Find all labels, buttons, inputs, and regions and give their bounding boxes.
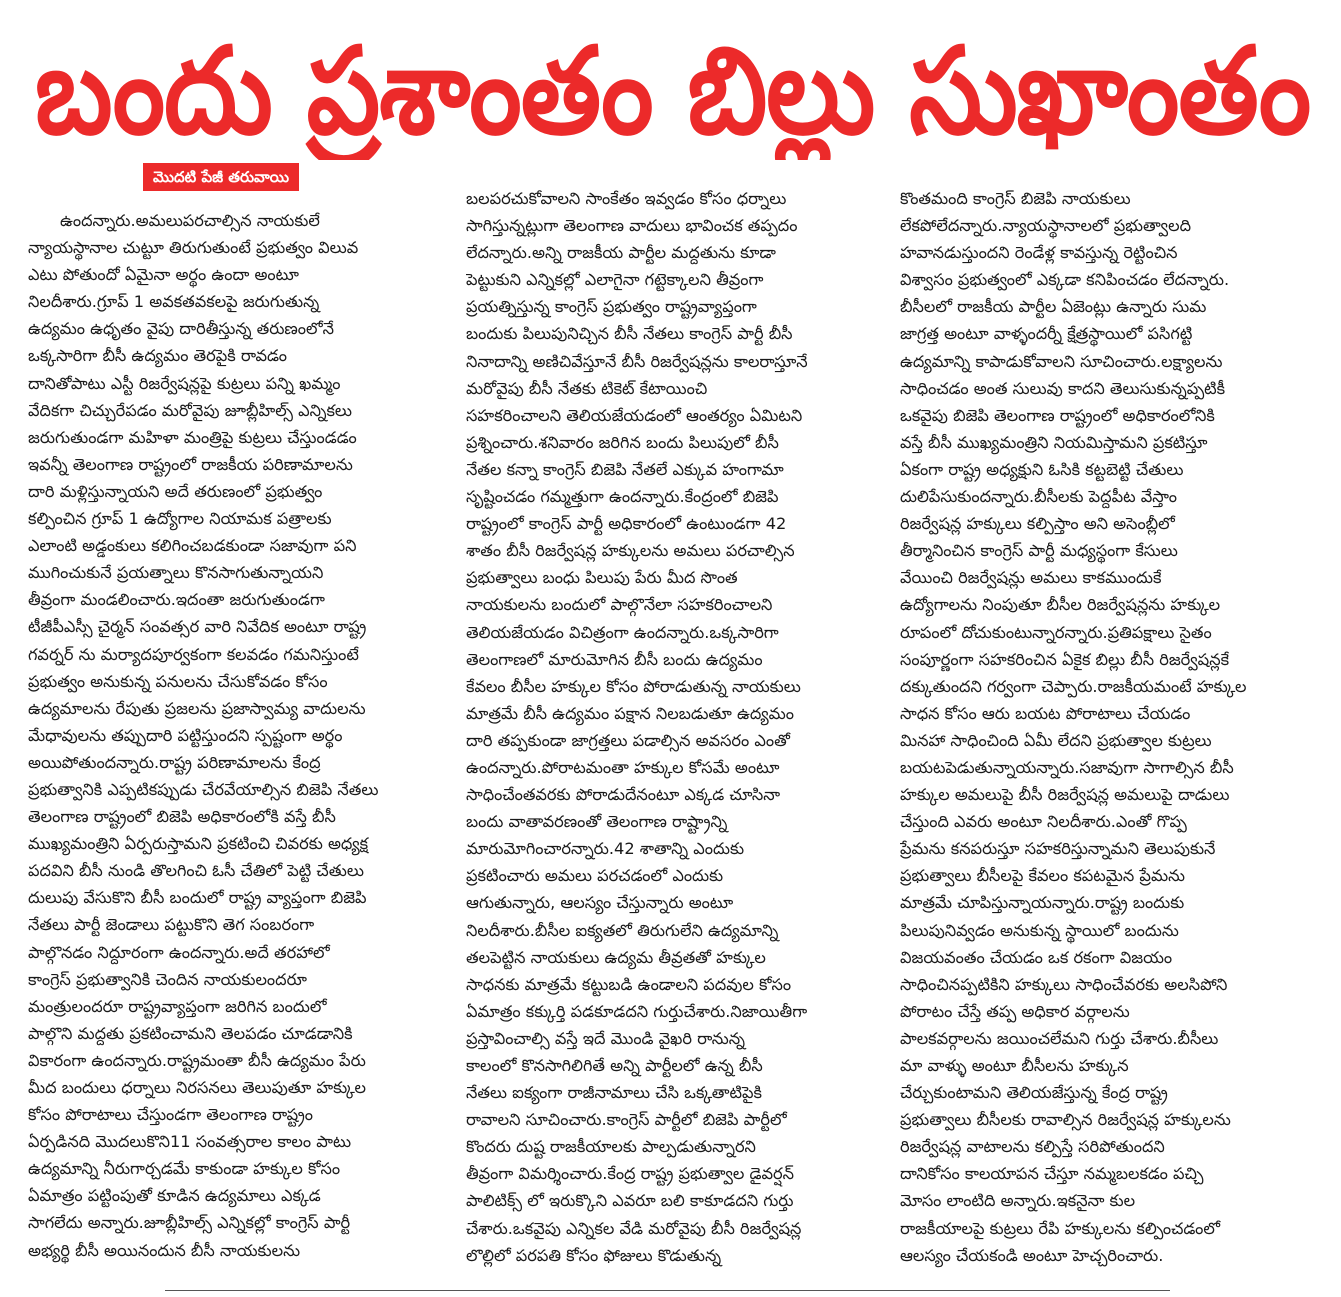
article-line: జాగ్రత్త అంటూ వాళ్ళందర్నీ క్షేత్రస్థాయిలో పసిగట్టి — [900, 324, 1193, 344]
article-line: బీసీలలో రాజకీయ పార్టీల ఏజెంట్లు ఉన్నారు సుమ — [900, 297, 1207, 317]
article-line: ఉందన్నారు.అమలుపరచాల్సిన నాయకులే — [60, 211, 320, 230]
article-line: మా వాళ్ళు అంటూ బీసీలను హక్కున — [900, 1056, 1129, 1075]
article-line: ఉద్యమం ఉధృతం వైపు దారితీస్తున్న తరుణంలోనే — [28, 319, 335, 339]
article-line: ఒక్కసారిగా బీసీ ఉద్యమం తెరపైకి రావడం — [28, 346, 287, 366]
article-line: సాధించినప్పటికిని హక్కులు సాధించేవరకు అలసిపోని — [900, 974, 1228, 994]
article-line: ఎటు పోతుందో ఏమైనా అర్థం ఉందా అంటూ — [28, 265, 299, 285]
article-line: వికారంగా ఉందన్నారు.రాష్ట్రమంతా బీసీ ఉద్యమం పేరు — [28, 1050, 366, 1070]
article-column-2 — [466, 185, 884, 1269]
article-line: జరుగుతుండగా మహిళా మంత్రిపై కుట్రలు చేస్తుండడం — [28, 427, 357, 447]
article-line: తీర్మానించిన కాంగ్రెస్ పార్టీ మధ్యస్థంగా కేసులు — [900, 541, 1178, 561]
article-line: రిజర్వేషన్ల హక్కులు కల్పిస్తాం అని అసెంబ్లీలో — [900, 514, 1175, 534]
article-line: ఏర్పడినది మొదలుకొని11 సంవత్సరాల కాలం పాటు — [28, 1132, 352, 1152]
article-line: వేదికగా చిచ్చురేపడం మరోవైపు జూబ్లీహిల్స్ ఎన్నికలు — [28, 400, 352, 420]
bottom-rule — [165, 1290, 1170, 1291]
article-line: మేధావులను తప్పుదారి పట్టిస్తుందని స్పష్టంగా అర్థం — [28, 725, 343, 745]
article-line: లొల్లిలో పరపతి కోసం ఫోజులు కొడుతున్న — [466, 1245, 722, 1265]
article-line: మాత్రమే చూపిస్తున్నాయన్నారు.రాష్ట్ర బందుకు — [900, 893, 1185, 913]
article-line: ఉద్యమాన్ని కాపాడుకోవాలని సూచించారు.లక్ష్యాలను — [900, 351, 1223, 371]
article-line: అయిపోతుందన్నారు.రాష్ట్ర పరిణామాలను కేంద్ర — [28, 752, 321, 772]
article-line: కల్పించిన గ్రూప్ 1 ఉద్యోగాల నియామక పత్రాలకు — [28, 509, 332, 529]
article-line: ఏమాత్రం కక్కుర్తి పడకూడదని గుర్తుచేశారు.నిజాయితీగా — [466, 1001, 808, 1021]
article-line: ఉద్యమాన్ని నీరుగార్చడమే కాకుండా హక్కుల కోసం — [28, 1159, 341, 1179]
article-line: ఉద్యోగాలను నింపుతూ బీసీల రిజర్వేషన్లను హక్కుల — [900, 595, 1221, 615]
article-line: మోసం లాంటిది అన్నారు.ఇకనైనా కుల — [900, 1191, 1136, 1211]
article-line: కాలంలో కొనసాగిలిగితే అన్ని పార్టీలలో ఉన్న బీసీ — [466, 1056, 763, 1075]
continuation-tag: మొదటి పేజీ తరువాయి — [143, 163, 299, 191]
article-line: నేతల కన్నా కాంగ్రెస్ బిజెపి నేతలే ఎక్కువ హంగామా — [466, 459, 784, 479]
article-line: తెలంగాణలో మారుమోగిన బీసీ బందు ఉద్యమం — [466, 649, 763, 669]
article-line: వేయించి రిజర్వేషన్లు అమలు కాకముందుకే — [900, 568, 1162, 588]
article-line: అభ్యర్థి బీసీ అయినందున బీసీ నాయకులను — [28, 1240, 301, 1260]
article-line: ప్రభుత్వాలు బంధు పిలుపు పేరు మీద సొంత — [466, 568, 738, 588]
article-line: లేకపోలేదన్నారు.న్యాయస్థానాలలో ప్రభుత్వాలది — [900, 216, 1191, 236]
article-line: సాధించేంతవరకు పోరాడుదేనంటూ ఎక్కడ చూసినా — [466, 785, 781, 805]
article-line: సృష్టించడం గమ్మత్తుగా ఉందన్నారు.కేంద్రంలో బిజెపి — [466, 487, 779, 507]
article-line: పోరాటం చేస్తే తప్ప అధికార వర్గాలను — [900, 1001, 1130, 1021]
article-line: తెలంగాణ రాష్ట్రంలో బిజెపి అధికారంలోకి వస్తే బీసీ — [28, 807, 336, 827]
article-line: ప్రభుత్వాలు బీసీలపై కేవలం కపటమైన ప్రేమను — [900, 866, 1186, 886]
article-line: సాధనకు మాత్రమే కట్టుబడి ఉండాలని పదవుల కోసం — [466, 974, 792, 994]
article-line: విశ్వాసం ప్రభుత్వంలో ఎక్కడా కనిపించడం లేదన్నారు. — [900, 270, 1230, 290]
article-line: బయటపెడుతున్నాయన్నారు.సజావుగా సాగాల్సిన బీసీ — [900, 757, 1234, 777]
article-line: దక్కుతుందని గర్వంగా చెప్పారు.రాజకీయమంటే హక్కుల — [900, 676, 1247, 696]
article-line: సాగిస్తున్నట్లుగా తెలంగాణ వాదులు భావించక తప్పదం — [466, 216, 798, 236]
article-line: మంత్రులందరూ రాష్ట్రవ్యాప్తంగా జరిగిన బందులో — [28, 996, 327, 1016]
article-line: పెట్టుకుని ఎన్నికల్లో ఎలాగైనా గట్టెక్కాలని తీవ్రంగా — [466, 270, 764, 290]
article-line: పాలిటిక్స్ లో ఇరుక్కొని ఎవరూ బలి కాకూడదని గుర్తు — [466, 1191, 794, 1211]
article-line: నిలదీశారు.బీసీల ఐక్యతలో తిరుగులేని ఉద్యమాన్ని — [466, 920, 779, 940]
article-line: పదవిని బీసీ నుండి తొలగించి ఓసీ చేతిలో పెట్టి చేతులు — [28, 861, 364, 881]
article-line: రూపంలో దోచుకుంటున్నారన్నారు.ప్రతిపక్షాలు సైతం — [900, 622, 1212, 642]
article-line: మినహా సాధించింది ఏమీ లేదని ప్రభుత్వాల కుట్రలు — [900, 730, 1212, 750]
article-line: దారి మళ్లిస్తున్నాయని అదే తరుణంలో ప్రభుత్వం — [28, 481, 323, 501]
article-line: ప్రశ్నించారు.శనివారం జరిగిన బందు పిలుపులో బీసీ — [466, 432, 779, 452]
article-line: చేర్చుకుంటామని తెలియజేస్తున్న కేంద్ర రాష్ట్ర — [900, 1083, 1168, 1103]
article-line: ప్రయత్నిస్తున్న కాంగ్రెస్ ప్రభుత్వం రాష్ట్రవ్యాప్తంగా — [466, 297, 757, 317]
article-line: సంపూర్ణంగా సహకరించిన ఏకైక బిల్లు బీసీ రిజర్వేషన్లకే — [900, 649, 1230, 669]
article-line: ప్రభుత్వాలు బీసీలకు రావాల్సిన రిజర్వేషన్ల హక్కులను — [900, 1110, 1231, 1130]
article-line: హవానడుస్తుందని రెండేళ్ల కావస్తున్న రెట్టించిన — [900, 243, 1178, 263]
article-line: తెలియజేయడం విచిత్రంగా ఉందన్నారు.ఒక్కసారిగా — [466, 622, 779, 642]
article-line: హక్కుల అమలుపై బీసీ రిజర్వేషన్ల అమలుపై దాడులు — [900, 785, 1230, 805]
article-line: నిలదీశారు.గ్రూప్ 1 అవకతవకలపై జరుగుతున్న — [28, 292, 320, 312]
article-line: ఆలస్యం చేయకండి అంటూ హెచ్చరించారు. — [900, 1245, 1164, 1265]
article-line: తీవ్రంగా మండలించారు.ఇదంతా జరుగుతుండగా — [28, 590, 325, 610]
article-line: ఏమాత్రం పట్టింపుతో కూడిన ఉద్యమాలు ఎక్కడ — [28, 1186, 321, 1206]
article-line: ఏకంగా రాష్ట్ర అధ్యక్షుని ఓసికి కట్టబెట్టి చేతులు — [900, 459, 1184, 479]
article-line: బందు వాతావరణంతో తెలంగాణ రాష్ట్రాన్ని — [466, 812, 728, 832]
article-line: దులుపు వేసుకొని బీసీ బందులో రాష్ట్ర వ్యాప్తంగా బిజెపి — [28, 888, 367, 908]
article-line: ప్రేమను కనపరుస్తూ సహకరిస్తున్నామని తెలుపుకునే — [900, 839, 1216, 859]
article-line: తలపెట్టిన నాయకులు ఉద్యమ తీవ్రతతో హక్కుల — [466, 947, 766, 967]
article-line: రాష్ట్రంలో కాంగ్రెస్ పార్టీ అధికారంలో ఉంటుండగా 42 — [466, 514, 787, 534]
article-line: సాధించడం అంత సులువు కాదని తెలుసుకున్నప్పటికీ — [900, 378, 1226, 398]
article-line: ముఖ్యమంత్రిని ఏర్పరుస్తామని ప్రకటించి చివరకు అధ్యక్ష — [28, 834, 369, 854]
article-line: ప్రభుత్వానికి ఎప్పటికప్పుడు చేరవేయాల్సిన బిజెపి నేతలు — [28, 779, 379, 799]
article-line: కాంగ్రెస్ ప్రభుత్వానికి చెందిన నాయకులందరూ — [28, 969, 307, 989]
article-line: ఉద్యమాలను రేపుతు ప్రజలను ప్రజాస్వామ్య వాదులను — [28, 698, 366, 718]
article-line: మాత్రమే బీసీ ఉద్యమం పక్షాన నిలబడుతూ ఉద్యమం — [466, 703, 794, 723]
article-line: రిజర్వేషన్ల వాటాలను కల్పిస్తే సరిపోతుందని — [900, 1137, 1165, 1157]
article-line: పాల్గొనడం నిద్దూరంగా ఉందన్నారు.అదే తరహాలో — [28, 942, 330, 962]
article-column-1 — [28, 207, 448, 1264]
article-line: సాధన కోసం ఆరు బయట పోరాటాలు చేయడం — [900, 703, 1191, 723]
article-line: దులిపేసుకుందన్నారు.బీసీలకు పెద్దపీట వేస్తాం — [900, 487, 1177, 507]
article-line: నాయకులను బందులో పాల్గొనేలా సహకరించాలని — [466, 595, 773, 615]
article-line: చేస్తుంది ఎవరు అంటూ నిలదీశారు.ఎంతో గొప్ప — [900, 812, 1187, 832]
article-line: న్యాయస్థానాల చుట్టూ తిరుగుతుంటే ప్రభుత్వం విలువ — [28, 238, 359, 258]
article-line: నేతలు ఐక్యంగా రాజీనామాలు చేసి ఒక్కతాటిపైకి — [466, 1083, 762, 1103]
article-line: మీద బందులు ధర్నాలు నిరసనలు తెలుపుతూ హక్కుల — [28, 1078, 367, 1097]
article-line: రావాలని సూచించారు.కాంగ్రెస్ పార్టీలో బిజెపి పార్టీలో — [466, 1110, 787, 1130]
article-line: ఆగుతున్నారు, ఆలస్యం చేస్తున్నారు అంటూ — [466, 893, 734, 913]
article-line: నేతలు పార్టీ జెండాలు పట్టుకొని తెగ సంబరంగా — [28, 915, 315, 935]
article-line: రాజకీయాలపై కుట్రలు రేపి హక్కులను కల్పించడంలో — [900, 1218, 1221, 1238]
article-line: సహకరించాలని తెలియజేయడంలో ఆంతర్యం ఏమిటని — [466, 405, 803, 425]
article-line: పాలకవర్గాలను జయించలేమని గుర్తు చేశారు.బీసీలు — [900, 1028, 1219, 1048]
article-line: శాతం బీసీ రిజర్వేషన్ల హక్కులను అమలు పరచాల్సిన — [466, 541, 795, 561]
article-line: చేశారు.ఒకవైపు ఎన్నికల వేడి మరోవైపు బీసీ రిజర్వేషన్ల — [466, 1218, 802, 1238]
article-line: ప్రకటించారు అమలు పరచడంలో ఎందుకు — [466, 866, 724, 886]
article-line: మారుమోగించారన్నారు.42 శాతాన్ని ఎందుకు — [466, 839, 745, 859]
article-line: ఇవన్నీ తెలంగాణ రాష్ట్రంలో రాజకీయ పరిణామాలను — [28, 454, 353, 474]
article-line: నినాదాన్ని అణిచివేస్తూనే బీసీ రిజర్వేషన్లను కాలరాస్తూనే — [466, 351, 808, 371]
article-line: వస్తే బీసీ ముఖ్యమంత్రిని నియమిస్తామని ప్రకటిస్తూ — [900, 432, 1208, 452]
article-line: లేదన్నారు.అన్ని రాజకీయ పార్టీల మద్దతును కూడా — [466, 243, 776, 263]
article-line: గవర్నర్ ను మర్యాదపూర్వకంగా కలవడం గమనిస్తుంటే — [28, 644, 359, 664]
article-line: ఎలాంటి అడ్డంకులు కలిగించబడకుండా సజావుగా పని — [28, 536, 357, 556]
article-line: పిలుపునివ్వడం అనుకున్న స్థాయిలో బందును — [900, 920, 1179, 940]
article-line: విజయవంతం చేయడం ఒక రకంగా విజయం — [900, 947, 1173, 967]
article-line: ముగించుకునే ప్రయత్నాలు కొనసాగుతున్నాయని — [28, 563, 324, 583]
article-line: ప్రస్తావించాల్సి వస్తే ఇదే మొండి వైఖరి రానున్న — [466, 1028, 745, 1048]
article-column-3 — [900, 185, 1318, 1269]
article-line: ప్రభుత్వం అనుకున్న పనులను చేసుకోవడం కోసం — [28, 671, 328, 691]
article-line: దానికోసం కాలయాపన చేస్తూ నమ్మబలకడం పచ్చి — [900, 1164, 1204, 1184]
headline: బందు ప్రశాంతం బిల్లు సుఖాంతం — [34, 22, 1311, 160]
article-line: సాగలేదు అన్నారు.జూబ్లీహిల్స్ ఎన్నికల్లో కాంగ్రెస్ పార్టీ — [28, 1213, 351, 1233]
article-line: బలపరచుకోవాలని సాంకేతం ఇవ్వడం కోసం ధర్నాలు — [466, 189, 787, 208]
article-line: తీవ్రంగా విమర్శించారు.కేంద్ర రాష్ట్ర ప్రభుత్వాల డైవర్షన్ — [466, 1164, 794, 1184]
article-line: దారి తప్పకుండా జాగ్రత్తలు పడాల్సిన అవసరం ఎంతో — [466, 730, 790, 750]
article-line: ఉందన్నారు.పోరాటమంతా హక్కుల కోసమే అంటూ — [466, 757, 780, 777]
article-line: టీజీపీఎస్సీ చైర్మన్ సంవత్సర వారి నివేదిక అంటూ రాష్ట్ర — [28, 617, 367, 637]
article-line: ఒకవైపు బిజెపి తెలంగాణ రాష్ట్రంలో అధికారంలోనికి — [900, 405, 1215, 425]
article-line: మరోవైపు బీసీ నేతకు టికెట్ కేటాయించి — [466, 378, 708, 398]
article-line: బందుకు పిలుపునిచ్చిన బీసీ నేతలు కాంగ్రెస్ పార్టీ బీసీ — [466, 324, 793, 344]
article-line: కోసం పోరాటాలు చేస్తుండగా తెలంగాణ రాష్ట్రం — [28, 1105, 313, 1125]
article-line: కొందరు దుష్ట రాజకీయాలకు పాల్పడుతున్నారని — [466, 1137, 756, 1157]
article-line: పాల్గొని మద్దతు ప్రకటించామని తెలపడం చూడడానికి — [28, 1023, 353, 1043]
article-line: దానితోపాటు ఎస్టీ రిజర్వేషన్లపై కుట్రలు పన్ని ఖమ్మం — [28, 373, 341, 393]
article-line: కేవలం బీసీల హక్కుల కోసం పోరాడుతున్న నాయకులు — [466, 676, 801, 696]
article-line: కొంతమంది కాంగ్రెస్ బిజెపి నాయకులు — [900, 189, 1131, 208]
